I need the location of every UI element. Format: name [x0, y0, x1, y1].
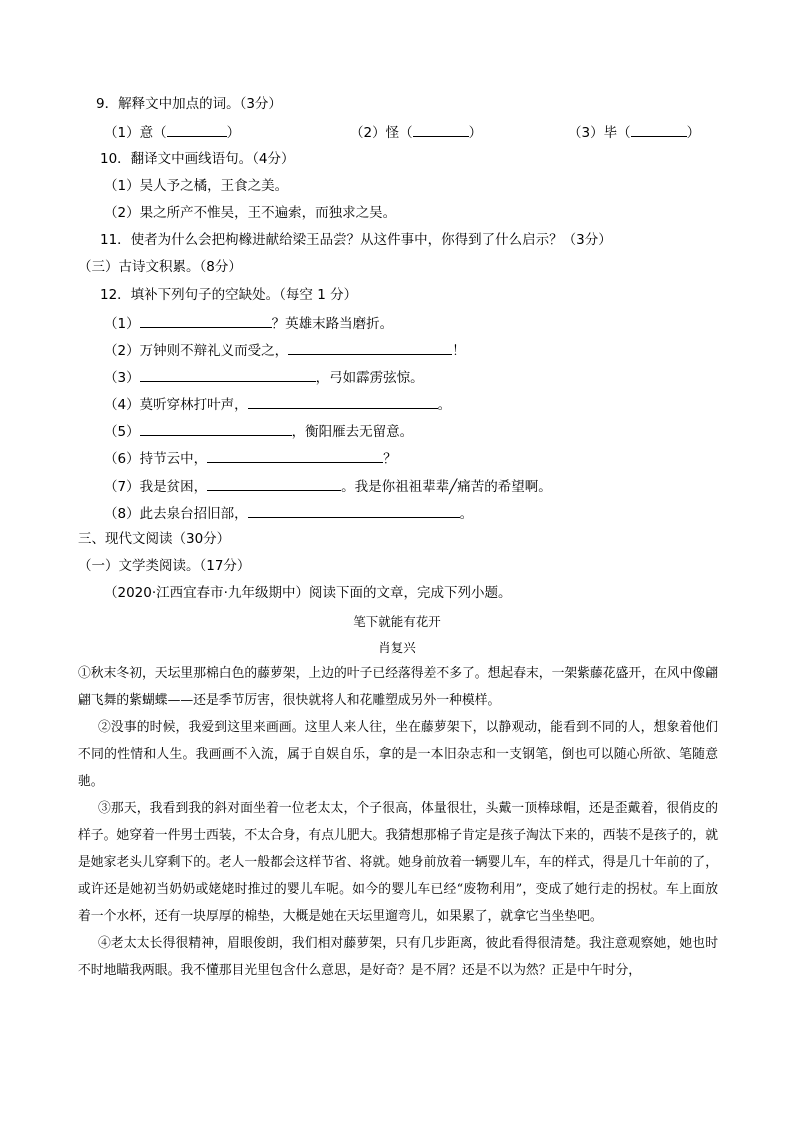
article-body: [78, 660, 718, 984]
question-12: 12．填补下列句子的空缺处。（每空 1 分）: [100, 287, 358, 303]
article-paragraph-1: ①秋末冬初，天坛里那棉白色的藤萝架，上边的叶子已经落得差不多了。想起春末，一架紫藤花盛开，在风中像翩翩飞舞的紫蝴蝶——还是季节厉害，很快就将人和花雕塑成另外一种模样。: [78, 666, 718, 708]
q12-blank-2[interactable]: [288, 340, 452, 355]
q12-line-4-prefix: （4）莫听穿林打叶声，: [104, 397, 248, 413]
q12-line-5-prefix: （5）: [104, 424, 140, 440]
article-paragraph-4: ④老太太长得很精神，眉眼俊朗，我们相对藤萝架，只有几步距离，彼此看得很清楚。我注意观察她，她也时不时地瞄我两眼。我不懂那目光里包含什么意思，是好奇？是不屑？还是不以为然？正是中午时分，: [78, 936, 718, 978]
q12-blank-4[interactable]: [248, 394, 438, 409]
section-heading-literary: （一）文学类阅读。（17分）: [78, 558, 251, 574]
q12-blank-5[interactable]: [140, 421, 292, 436]
q12-line-3-prefix: （3）: [104, 370, 140, 386]
q9-item-1-blank[interactable]: [167, 122, 227, 137]
q12-line-2: [104, 340, 466, 360]
q12-line-2-prefix: （2）万钟则不辩礼义而受之，: [104, 343, 289, 359]
question-9-items: [104, 122, 240, 142]
q9-item-2-label: （2）怪（: [350, 125, 413, 141]
q9-item-3-label: （3）毕（: [568, 125, 631, 141]
q9-item-1-label: （1）意（: [104, 125, 167, 141]
q12-line-3-suffix: ，弓如霹雳弦惊。: [315, 370, 424, 386]
q12-blank-6[interactable]: [207, 448, 383, 463]
q12-line-6-suffix: ？: [383, 451, 397, 467]
article-title: 笔下就能有花开: [353, 614, 441, 629]
question-9: 9．解释文中加点的词。（3分）: [96, 96, 282, 112]
q12-blank-7[interactable]: [207, 476, 341, 491]
reading-intro: （2020·江西宜春市·九年级期中）阅读下面的文章，完成下列小题。: [104, 585, 512, 601]
q9-item-2-close: ）: [468, 125, 483, 141]
article-paragraph-3: ③那天，我看到我的斜对面坐着一位老太太，个子很高，体量很壮，头戴一顶棒球帽，还是歪戴着，很俏皮的样子。她穿着一件男士西装，不太合身，有点儿肥大。我猜想那棉子肯定是孩子淘汰下来的，西装不是孩子的，就是她家老头儿穿剩下的。老人一般都会这样节省、将就。她身前放着一辆婴儿车，车的样式，得是几十年前的了，或许还是她初当奶奶或姥姥时推过的婴儿车呢。如今的婴儿车已经“废物利用”，变成了她行走的拐杖。车上面放着一个水杯，还有一块厚厚的棉垫，大概是她在天坛里遛弯儿，如果累了，就拿它当坐垫吧。: [78, 801, 718, 924]
q12-line-5: [104, 421, 413, 441]
q12-line-1-suffix: ？英雄末路当磨折。: [271, 316, 394, 332]
q9-item-3-blank[interactable]: [631, 122, 687, 137]
q12-line-2-suffix: ！: [452, 343, 466, 359]
q12-blank-1[interactable]: [140, 313, 272, 328]
q12-line-3: [104, 367, 424, 387]
q12-blank-3[interactable]: [140, 367, 316, 382]
article-author: 肖复兴: [378, 640, 416, 655]
q12-line-4: [104, 394, 451, 414]
article-paragraph-2: ②没事的时候，我爱到这里来画画。这里人来人往，坐在藤萝架下，以静观动，能看到不同的人，想象着他们不同的性情和人生。我画画不入流，属于自娱自乐，拿的是一本旧杂志和一支钢笔，倒也可以随心所欲、笔随意驰。: [78, 720, 718, 789]
q12-blank-8[interactable]: [248, 503, 460, 518]
question-11: 11．使者为什么会把枸橼进献给梁王品尝？从这件事中，你得到了什么启示？（3分）: [100, 232, 612, 248]
q12-line-7-prefix: （7）我是贫困，: [104, 479, 208, 495]
q9-item-1-close: ）: [226, 125, 241, 141]
q12-line-6-prefix: （6）持节云中，: [104, 451, 208, 467]
q12-line-7-suffix: 。我是你祖祖辈辈╱痛苦的希望啊。: [341, 479, 552, 495]
q9-item-3-close: ）: [686, 125, 701, 141]
question-10: 10．翻译文中画线语句。（4分）: [100, 151, 295, 167]
q12-line-6: [104, 448, 397, 468]
question-9-item-2: [350, 122, 482, 142]
q12-line-8-suffix: 。: [459, 506, 474, 522]
q12-line-1: [104, 313, 393, 333]
question-10-sentence-1: （1）吴人予之橘，王食之美。: [104, 178, 289, 194]
q12-line-1-prefix: （1）: [104, 316, 140, 332]
q12-line-8: [104, 503, 473, 523]
q12-line-5-suffix: ，衡阳雁去无留意。: [291, 424, 414, 440]
section-heading-classical: （三）古诗文积累。（8分）: [78, 259, 242, 275]
part-heading-modern-reading: 三、现代文阅读（30分）: [78, 531, 231, 547]
q12-line-8-prefix: （8）此去泉台招旧部，: [104, 506, 248, 522]
q9-item-2-blank[interactable]: [413, 122, 469, 137]
question-9-item-3: [568, 122, 700, 142]
q12-line-7: [104, 476, 552, 496]
q12-line-4-suffix: 。: [437, 397, 452, 413]
question-10-sentence-2: （2）果之所产不惟吴，王不遍索，而独求之吴。: [104, 205, 397, 221]
